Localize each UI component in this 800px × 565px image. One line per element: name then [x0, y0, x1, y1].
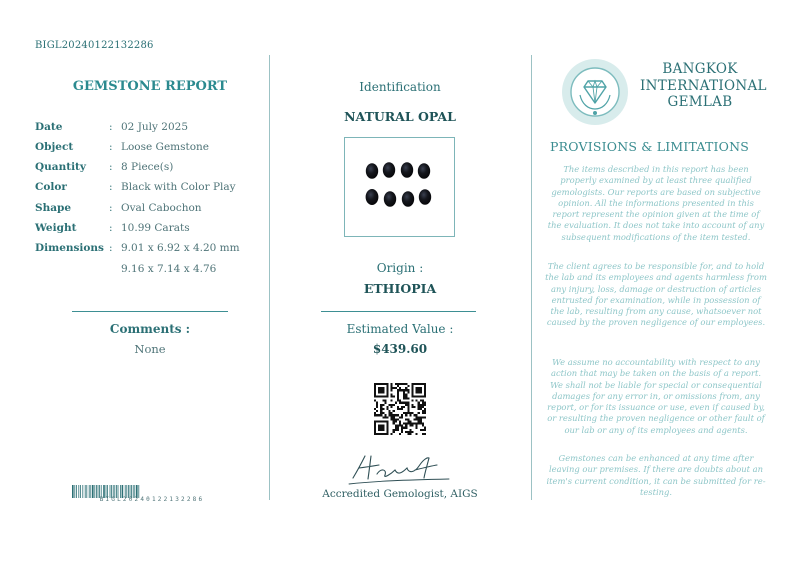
- opal-stones-image: [345, 138, 454, 236]
- divider: [72, 311, 228, 312]
- column-divider: [531, 55, 532, 500]
- field-colon: :: [109, 121, 113, 133]
- comments-value: None: [134, 342, 166, 356]
- comments-title: Comments :: [109, 322, 191, 336]
- identification-value: NATURAL OPAL: [344, 109, 456, 124]
- estimated-value: $439.60: [372, 342, 428, 356]
- gemstone-photo: [344, 137, 455, 237]
- field-label: Object: [35, 141, 74, 153]
- lab-seal-logo: [560, 57, 630, 127]
- field-value: Black with Color Play: [121, 181, 236, 193]
- field-label: Dimensions: [35, 242, 104, 254]
- field-colon: :: [109, 181, 113, 193]
- field-value: 10.99 Carats: [121, 222, 190, 234]
- field-value: Loose Gemstone: [121, 141, 210, 153]
- qr-code: [374, 383, 426, 435]
- field-dimensions: [35, 242, 240, 258]
- origin-label: Origin :: [376, 261, 424, 275]
- field-shape: [35, 202, 202, 218]
- field-colon: :: [109, 242, 113, 254]
- lab-name-line-3: GEMLAB: [667, 94, 733, 110]
- lab-name-line-2: INTERNATIONAL: [640, 77, 767, 94]
- column-divider: [269, 55, 270, 500]
- provision-paragraph: The items described in this report has been properly examined by at least three qualified gemologists. Our reports are based on subjective opinion. All the informations presented in this report represent the opinion given at the time of the evaluation. It does not take into account of any subsequent modifications of the item tested.: [547, 164, 765, 242]
- lab-name-line-1: BANGKOK: [662, 61, 738, 77]
- field-colon: :: [109, 141, 113, 153]
- field-color: [35, 181, 236, 197]
- estimated-value-label: Estimated Value :: [346, 322, 454, 336]
- provision-paragraph: We assume no accountability with respect to any action that may be taken on the basis of a report. We shall not be liable for special or consequential damages for any error in, or omissions from, any report, or for its issuance or use, even if caused by, or resulting the proven negligence or other fault of our lab or any of its employees and agents.: [547, 357, 765, 435]
- identification-label: Identification: [359, 80, 441, 94]
- report-title: GEMSTONE REPORT: [72, 79, 228, 94]
- origin-value: ETHIOPIA: [363, 281, 437, 296]
- field-label: Quantity: [35, 161, 87, 173]
- field-label: Date: [35, 121, 63, 133]
- field-value: 02 July 2025: [121, 121, 189, 133]
- field-label: Color: [35, 181, 67, 193]
- report-id: BIGL20240122132286: [35, 40, 154, 51]
- barcode-text: BIGL20240122132286: [99, 496, 205, 503]
- field-colon: :: [109, 222, 113, 234]
- field-value: 9.01 x 6.92 x 4.20 mm: [121, 242, 240, 254]
- provision-paragraph: Gemstones can be enhanced at any time after leaving our premises. If there are doubts about an item's current condition, it can be submitted for re-testing.: [546, 453, 766, 497]
- field-colon: :: [109, 202, 113, 214]
- gemologist-title: Accredited Gemologist, AIGS: [322, 488, 478, 500]
- field-weight: [35, 222, 190, 238]
- field-label: Weight: [35, 222, 77, 234]
- provision-paragraph: The client agrees to be responsible for, and to hold the lab and its employees and agents harmless from any injury, loss, damage or destruction of articles entrusted for examination, while in possession of the lab, resulting from any cause, whatsoever not caused by the proven negligence of our employees.: [545, 261, 767, 328]
- provisions-title: PROVISIONS & LIMITATIONS: [550, 139, 749, 154]
- signature: [345, 448, 455, 488]
- field-value: Oval Cabochon: [121, 202, 202, 214]
- dimensions-second-line: 9.16 x 7.14 x 4.76: [121, 263, 217, 275]
- field-date: [35, 121, 188, 137]
- field-label: Shape: [35, 202, 72, 214]
- field-colon: :: [109, 161, 113, 173]
- divider: [321, 311, 476, 312]
- lab-name: [640, 61, 767, 111]
- field-object: [35, 141, 209, 157]
- field-value: 8 Piece(s): [121, 161, 174, 173]
- field-quantity: [35, 161, 173, 177]
